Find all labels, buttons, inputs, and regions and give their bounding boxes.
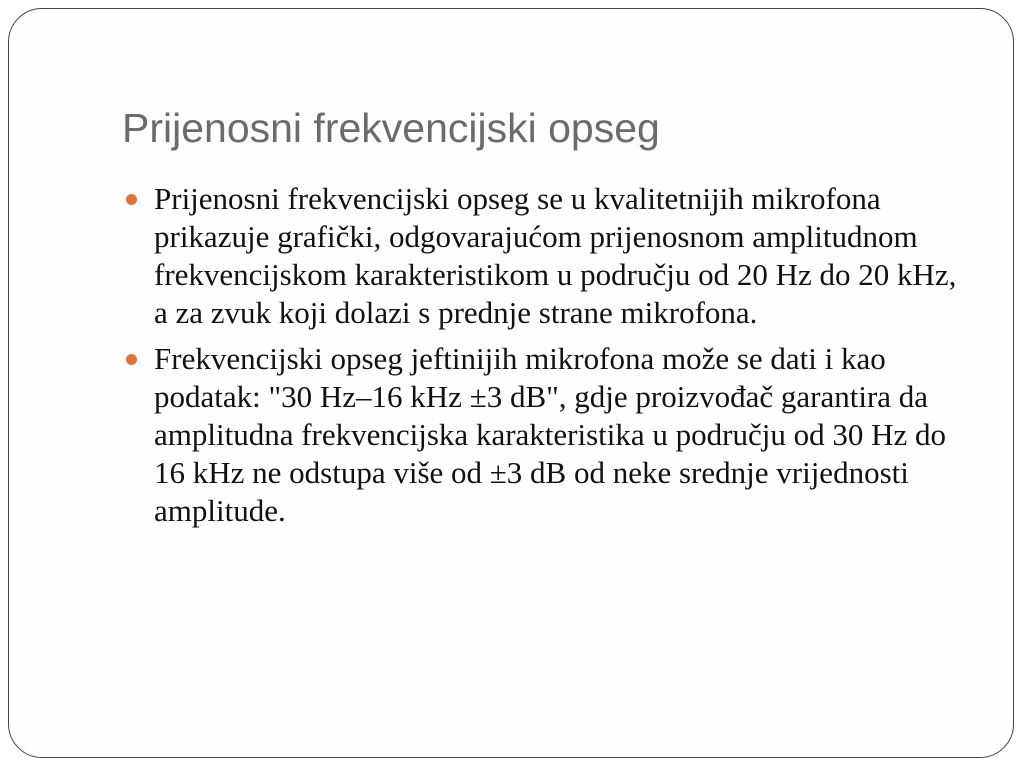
slide-title: Prijenosni frekvencijski opseg xyxy=(122,105,660,151)
bullet-dot-icon xyxy=(126,194,137,205)
bullet-dot-icon xyxy=(126,354,137,365)
bullet-text: Frekvencijski opseg jeftinijih mikrofona može se dati i kao podatak: "30 Hz–16 kHz ±3 dB", gdje proizvođač garantira da amplitudna frekvencijska karakteristika u području od 30 Hz do 16 kHz ne odstupa više od ±3 dB od neke srednje vrijednosti amplitude. xyxy=(154,341,946,528)
bullet-text: Prijenosni frekvencijski opseg se u kvalitetnijih mikrofona prikazuje grafički, odgovarajućom prijenosnom amplitudnom frekvencijskom karakteristikom u području od 20 Hz do 20 kHz, a za zvuk koji dolazi s prednje strane mikrofona. xyxy=(154,181,957,330)
list-item xyxy=(122,340,962,530)
slide-frame xyxy=(8,8,1014,758)
bullet-list xyxy=(122,180,962,538)
list-item xyxy=(122,180,962,332)
